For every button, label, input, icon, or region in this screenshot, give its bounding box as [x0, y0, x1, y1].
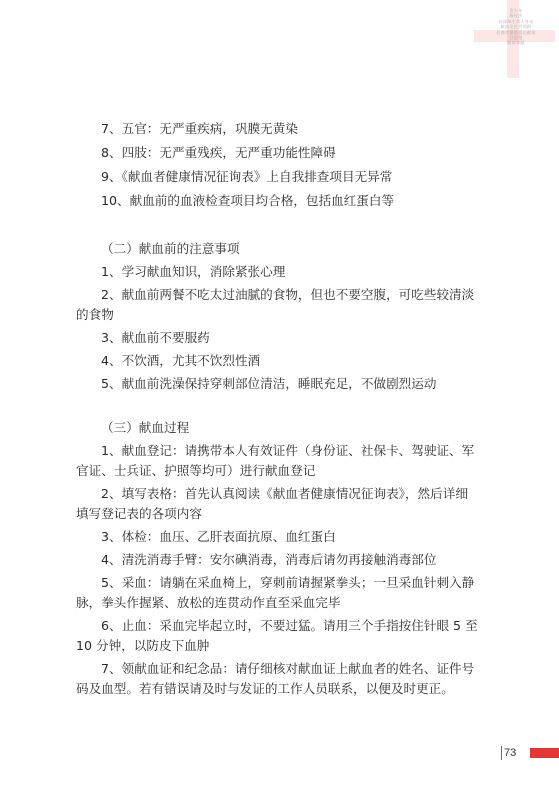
requirement-item: 10、献血前的血液检查项目均合格，包括血红蛋白等: [101, 193, 395, 208]
section-heading-process: （三）献血过程: [101, 420, 190, 435]
logo-line: 献血全民共同的: [500, 24, 532, 30]
process-item: 5、采血：请躺在采血椅上，穿刺前请握紧拳头；一旦采血针刺入静脉，拳头作握紧、放松的连贯动作直至采血完毕: [76, 575, 475, 610]
corner-logo: [470, 0, 559, 78]
precaution-item: 5、献血前洗澡保持穿刺部位清洁，睡眠充足，不做剧烈运动: [101, 376, 437, 391]
page-number-divider: [501, 746, 502, 760]
precaution-item: 1、学习献血知识，消除紧张心理: [101, 264, 286, 279]
body-text: [76, 119, 478, 699]
process-item: 1、献血登记：请携带本人有效证件（身份证、社保卡、驾驶证、军官证、士兵证、护照等均可）进行献血登记: [76, 443, 475, 478]
process-item: 3、体检：血压、乙肝表面抗原、血红蛋白: [101, 529, 336, 544]
requirement-item: 8、四肢：无严重残疾，无严重功能性障碍: [101, 145, 336, 160]
logo-line: 献血奉献: [507, 40, 525, 46]
page-number: 73: [504, 747, 517, 759]
process-item: 4、清洗消毒手臂：安尔碘消毒，消毒后请勿再接触消毒部位: [101, 552, 437, 567]
section-heading-precautions: （二）献血前的注意事项: [101, 241, 240, 256]
logo-line: 长春市暑假爱心献血: [496, 29, 536, 35]
logo-text-block: [478, 8, 554, 46]
requirement-item: 7、五官：无严重疾病，巩膜无黄染: [101, 121, 298, 136]
logo-line: 以保障生命人身未: [498, 18, 534, 24]
process-item: 2、填写表格：首先认真阅读《献血者健康情况征询表》，然后详细填写登记表的各项内容: [76, 486, 468, 521]
precaution-item: 3、献血前不要服药: [101, 330, 210, 345]
logo-line: 日志鉴: [509, 35, 523, 41]
logo-line: 青少年: [509, 8, 523, 13]
precaution-item: 4、不饮酒，尤其不饮烈性酒: [101, 353, 261, 368]
precaution-item: 2、献血前两餐不吃太过油腻的食物，但也不要空腹，可吃些较清淡的食物: [76, 287, 475, 322]
requirement-item: 9、《献血者健康情况征询表》上自我排查项目无异常: [101, 169, 393, 184]
logo-line: 维权法: [509, 13, 523, 19]
page-number-accent-bar: [530, 748, 559, 758]
process-item: 6、止血：采血完毕起立时，不要过猛。请用三个手指按住针眼 5 至 10 分钟，以防皮下血肿: [76, 618, 478, 653]
process-item: 7、领献血证和纪念品：请仔细核对献血证上献血者的姓名、证件号码及血型。若有错误请及时与发证的工作人员联系，以便及时更正。: [76, 661, 475, 696]
